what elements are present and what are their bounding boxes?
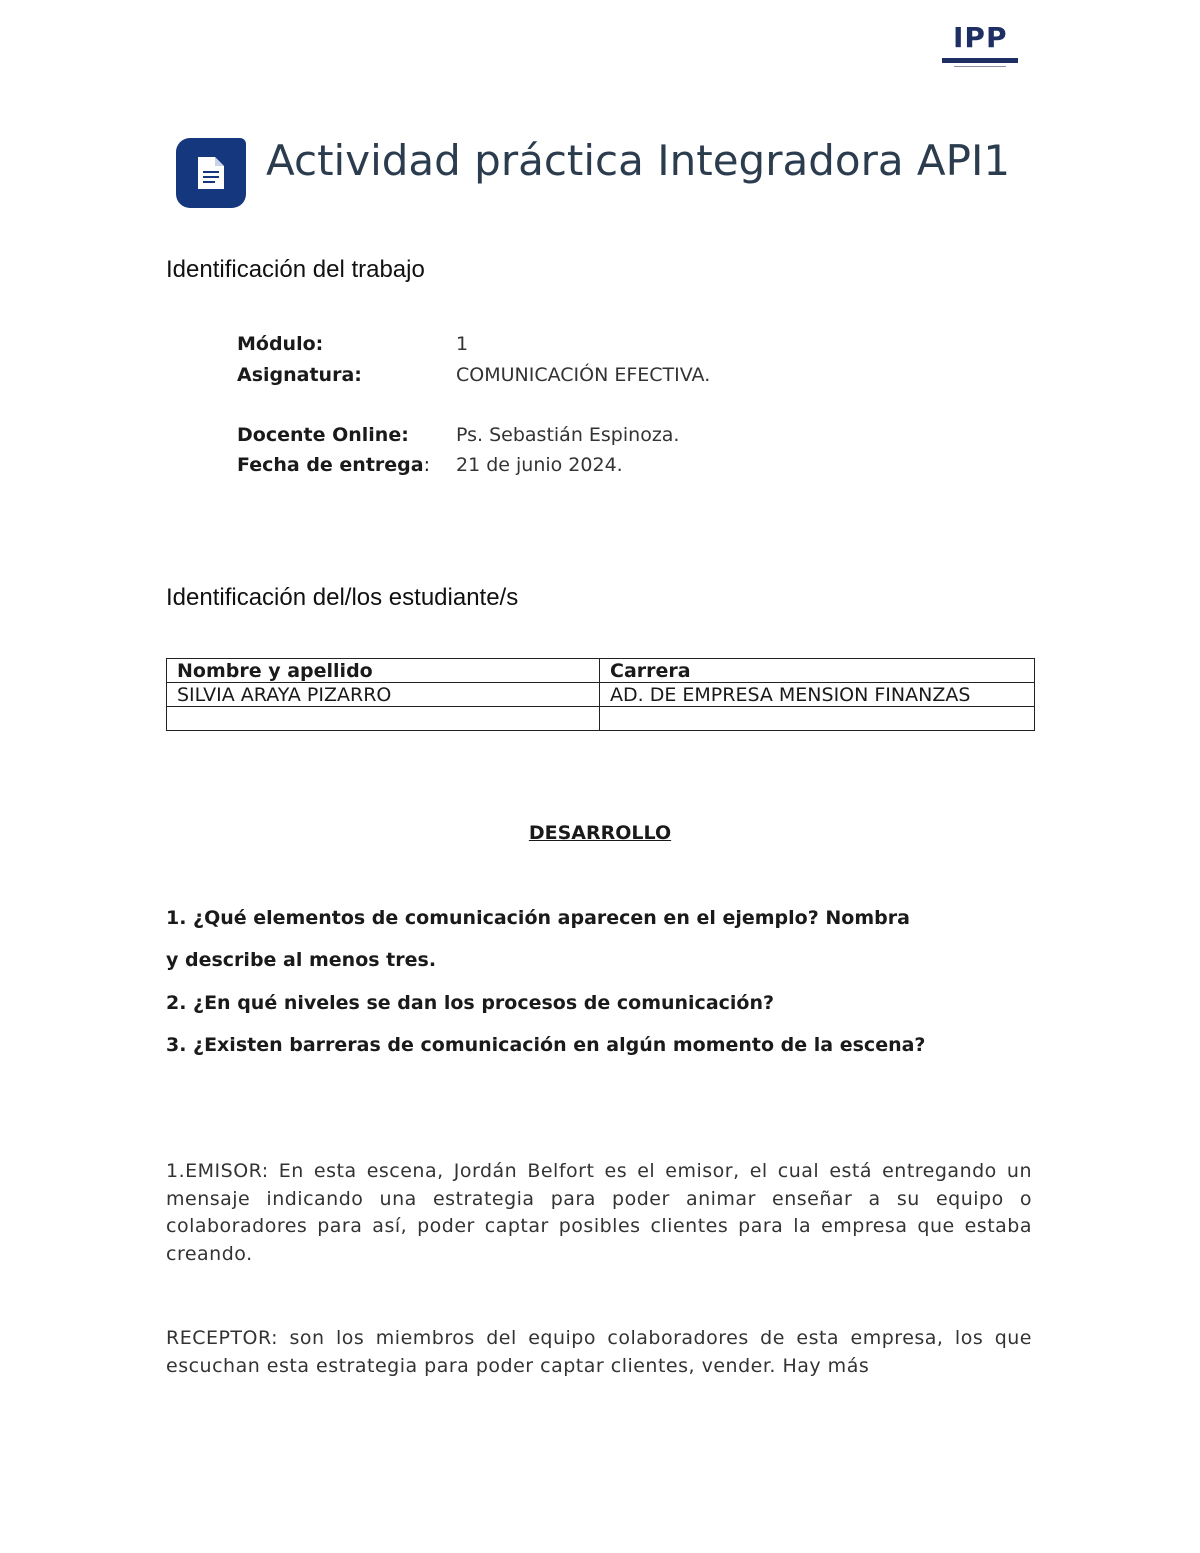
answer-paragraph: 1.EMISOR: En esta escena, Jordán Belfort es el emisor, el cual está entregando un mensaje indicando una estrategia para poder animar enseñar a su equipo o colaboradores para así, poder captar posibles clientes para la empresa que estaba creando.	[166, 1160, 1032, 1265]
due-date-value: 21 de junio 2024.	[456, 454, 623, 476]
question-1: 1. ¿Qué elementos de comunicación aparecen en el ejemplo? Nombra	[166, 907, 910, 929]
table-cell: SILVIA ARAYA PIZARRO	[167, 683, 600, 707]
logo-subtitle-bar	[942, 58, 1018, 63]
table-cell: AD. DE EMPRESA MENSION FINANZAS	[600, 683, 1035, 707]
students-table	[166, 658, 1035, 731]
students-heading: Identificación del/los estudiante/s	[166, 584, 519, 611]
document-icon	[176, 138, 246, 208]
module-value: 1	[456, 333, 469, 355]
table-row	[167, 707, 1035, 731]
work-id-heading: Identificación del trabajo	[166, 256, 425, 283]
question-2: 2. ¿En qué niveles se dan los procesos de comunicación?	[166, 992, 775, 1014]
module-label: Módulo:	[237, 333, 324, 355]
section-title: DESARROLLO	[528, 822, 672, 844]
answer-paragraph: RECEPTOR: son los miembros del equipo colaboradores de esta empresa, los que escuchan esta estrategia para poder captar clientes, vender. Hay más	[166, 1327, 1032, 1377]
subject-value: COMUNICACIÓN EFECTIVA.	[456, 364, 711, 386]
teacher-value: Ps. Sebastián Espinoza.	[456, 424, 680, 446]
page-title: Actividad práctica Integradora API1	[266, 136, 1011, 185]
table-cell	[600, 707, 1035, 731]
due-date-label: Fecha de entrega:	[237, 454, 431, 476]
logo-tagline-line	[954, 66, 1006, 67]
teacher-label: Docente Online:	[237, 424, 409, 446]
column-header: Carrera	[600, 659, 1035, 683]
subject-label: Asignatura:	[237, 364, 362, 386]
table-row	[167, 683, 1035, 707]
ipp-logo	[940, 21, 1020, 70]
logo-text: IPP	[953, 21, 1008, 54]
table-header-row	[167, 659, 1035, 683]
question-3: 3. ¿Existen barreras de comunicación en algún momento de la escena?	[166, 1034, 926, 1056]
table-cell	[167, 707, 600, 731]
question-1-continued: y describe al menos tres.	[166, 949, 437, 971]
column-header: Nombre y apellido	[167, 659, 600, 683]
